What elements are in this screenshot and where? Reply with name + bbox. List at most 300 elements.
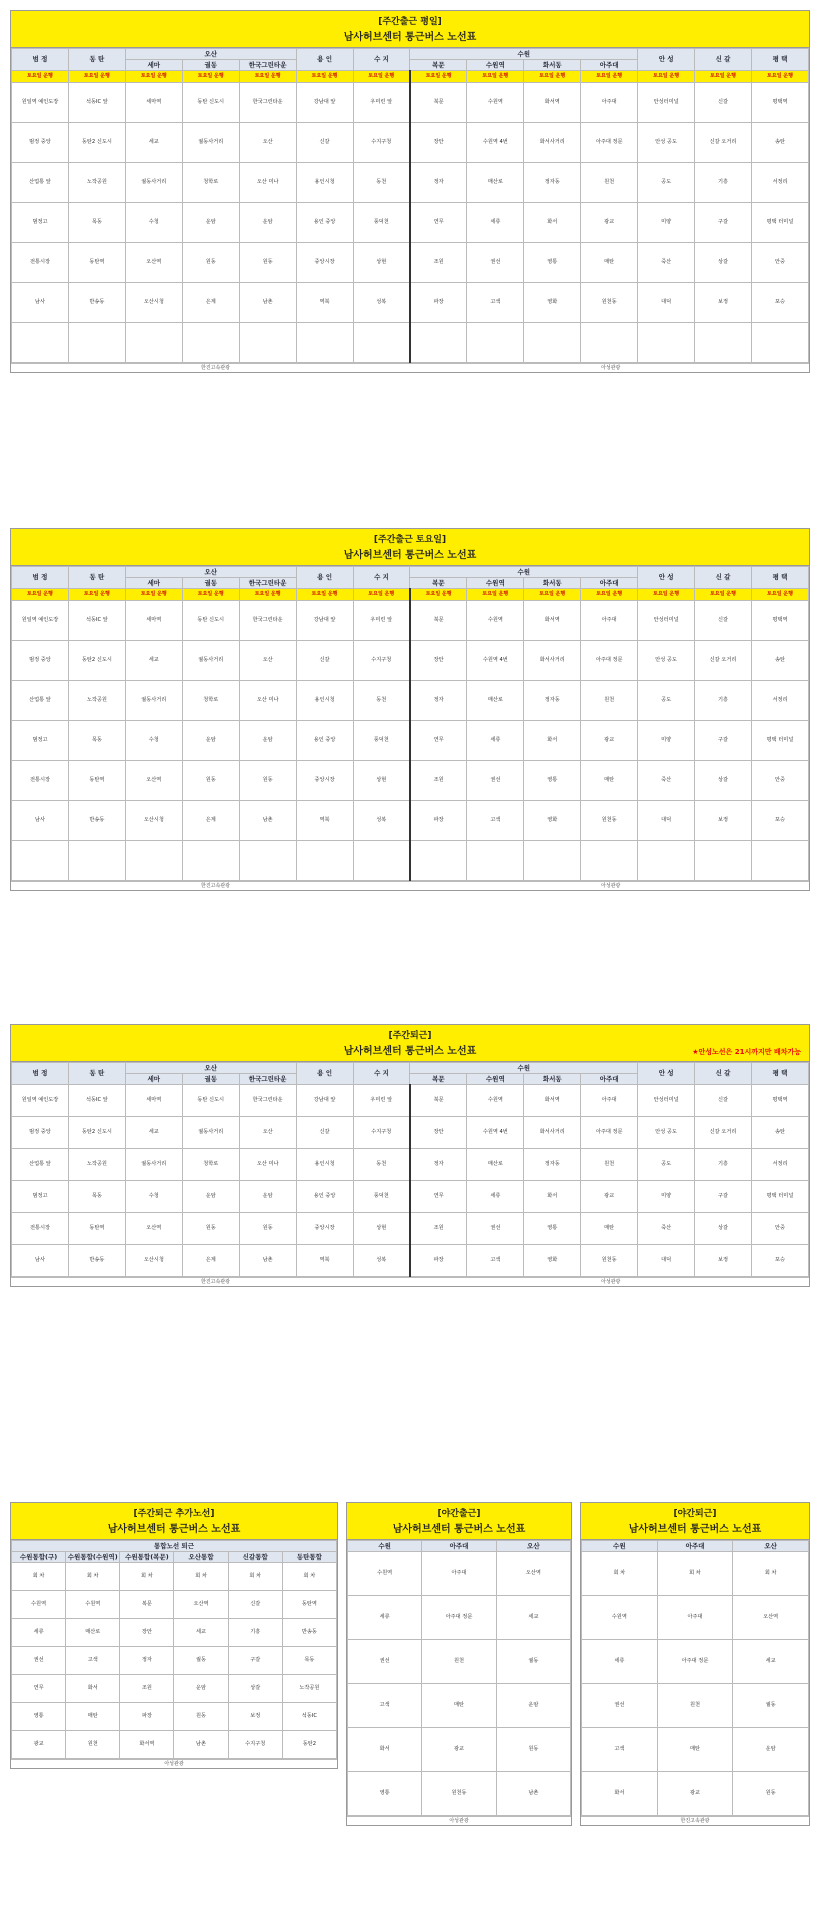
stop-cell: 화서사거리: [524, 1117, 581, 1149]
stop-cell: 수원역 4번: [467, 641, 524, 681]
stop-cell: 아주대: [581, 83, 638, 123]
stop-cell: 기흥: [695, 681, 752, 721]
column-header: 신갈통합: [228, 1552, 282, 1563]
saturday-run-badge: 토요일 운행: [467, 71, 524, 83]
stop-cell: 신갈 오거리: [695, 123, 752, 163]
stop-cell: 용인 중앙: [296, 1181, 353, 1213]
column-header: 안 성: [638, 567, 695, 589]
table-row: [12, 1181, 809, 1213]
stop-cell: 세마역: [125, 1085, 182, 1117]
stop-cell: 궐동사거리: [125, 1149, 182, 1181]
stop-cell: 수원역 4번: [467, 1117, 524, 1149]
stop-cell: 노작공원: [282, 1675, 336, 1703]
saturday-run-badge: 토요일 운행: [182, 71, 239, 83]
column-header: 복문: [410, 60, 467, 71]
stop-cell: 미양: [638, 721, 695, 761]
stop-cell: 화서: [66, 1675, 120, 1703]
stop-cell: 평택 터미널: [751, 721, 808, 761]
stop-cell: 상갈: [695, 1213, 752, 1245]
column-header: 범 정: [12, 567, 69, 589]
stop-cell: 세교: [125, 1117, 182, 1149]
saturday-run-badge: 토요일 운행: [638, 71, 695, 83]
stop-cell: 석동IC 앞: [68, 1085, 125, 1117]
stop-cell: 안성 공도: [638, 123, 695, 163]
column-header: 아주대: [657, 1541, 733, 1552]
saturday-run-badge: 토요일 운행: [125, 71, 182, 83]
stop-cell: [581, 841, 638, 881]
column-header: 수원통합(복문): [120, 1552, 174, 1563]
stop-cell: 동천: [353, 163, 410, 203]
stop-cell: 구갈: [228, 1647, 282, 1675]
stop-cell: 원동: [239, 761, 296, 801]
stop-cell: 포승: [751, 801, 808, 841]
stop-cell: 청학로: [182, 163, 239, 203]
stop-cell: 권선: [12, 1647, 66, 1675]
table-row: [348, 1596, 571, 1640]
stop-cell: [467, 323, 524, 363]
column-header: 용 인: [296, 567, 353, 589]
stop-cell: 오산: [239, 1117, 296, 1149]
stop-cell: 매탄: [66, 1703, 120, 1731]
column-header: 궐동: [182, 578, 239, 589]
column-header: 세마: [125, 1074, 182, 1085]
stop-cell: 목동: [282, 1647, 336, 1675]
section-title: 남사허브센터 통근버스 노선표: [343, 550, 477, 561]
stop-cell: 동탄 신도시: [182, 1085, 239, 1117]
stop-cell: 한국그린타운: [239, 83, 296, 123]
stop-cell: 남사: [12, 283, 69, 323]
stop-cell: 아주대: [657, 1596, 733, 1640]
stop-cell: 성복: [353, 283, 410, 323]
stop-cell: 영통: [348, 1772, 422, 1816]
stop-cell: 정자: [120, 1647, 174, 1675]
stop-cell: 원일역 예인도장: [12, 83, 69, 123]
column-header: 세마: [125, 578, 182, 589]
section-footer: [11, 363, 809, 372]
stop-cell: 원동: [182, 761, 239, 801]
stop-cell: 용인시청: [296, 681, 353, 721]
stop-cell: 세교: [496, 1596, 570, 1640]
saturday-run-badge: 토요일 운행: [524, 589, 581, 601]
stop-cell: 매산로: [467, 681, 524, 721]
section-footer: [11, 1277, 809, 1286]
stop-cell: 반송동: [68, 283, 125, 323]
schedule-section: [10, 1024, 810, 1287]
saturday-run-badge: 토요일 운행: [68, 71, 125, 83]
stop-cell: 원동: [733, 1772, 809, 1816]
column-header: 오산: [125, 567, 296, 578]
stop-cell: 원천동: [581, 801, 638, 841]
stop-cell: 반송동: [68, 1245, 125, 1277]
stop-cell: 수원역: [467, 1085, 524, 1117]
stop-cell: 남촌: [496, 1772, 570, 1816]
stop-cell: [68, 841, 125, 881]
stop-cell: 용인 중앙: [296, 721, 353, 761]
section-footer: 아성관광: [347, 1816, 571, 1825]
stop-cell: 기흥: [695, 163, 752, 203]
section-tag: [야간퇴근]: [673, 1509, 717, 1519]
column-header: 오산통합: [174, 1552, 228, 1563]
table-row: [12, 1085, 809, 1117]
table-row: [582, 1728, 809, 1772]
table-row: [12, 1245, 809, 1277]
stop-cell: 동탄역: [68, 761, 125, 801]
table-row: [12, 841, 809, 881]
stop-cell: 공도: [638, 1149, 695, 1181]
stop-cell: 세교: [125, 641, 182, 681]
stop-cell: 구갈: [695, 721, 752, 761]
table-row: [12, 641, 809, 681]
stop-cell: 원동: [174, 1703, 228, 1731]
stop-cell: 공도: [638, 163, 695, 203]
stop-cell: 원천동: [422, 1772, 496, 1816]
stop-cell: 오산시청: [125, 283, 182, 323]
stop-cell: 회 차: [66, 1563, 120, 1591]
column-header: 한국그린타운: [239, 578, 296, 589]
stop-cell: 송탄: [751, 123, 808, 163]
stop-cell: 상현: [353, 243, 410, 283]
column-header: 수원: [348, 1541, 422, 1552]
stop-cell: 동탄역: [68, 243, 125, 283]
stop-cell: [467, 841, 524, 881]
saturday-run-badge: 토요일 운행: [581, 71, 638, 83]
stop-cell: 상현: [353, 1213, 410, 1245]
stop-cell: 운암: [239, 1181, 296, 1213]
stop-cell: 우미린 앞: [353, 1085, 410, 1117]
stop-cell: 대덕: [638, 801, 695, 841]
stop-cell: 범정고: [12, 721, 69, 761]
stop-cell: [638, 841, 695, 881]
section-banner: [11, 1503, 337, 1540]
column-header: 아주대: [422, 1541, 496, 1552]
stop-cell: 북문: [410, 83, 467, 123]
column-header: 평 택: [751, 49, 808, 71]
operator-label: 아성관광: [601, 365, 621, 371]
column-header: 수원: [410, 49, 638, 60]
stop-cell: 권선: [582, 1684, 658, 1728]
stop-cell: 석동IC: [282, 1703, 336, 1731]
section-title: 남사허브센터 통근버스 노선표: [107, 1524, 241, 1535]
stop-cell: 구갈: [695, 203, 752, 243]
stop-cell: 상갈: [695, 243, 752, 283]
stop-cell: 전통시장: [12, 1213, 69, 1245]
stop-cell: 은계: [182, 801, 239, 841]
stop-cell: 조원: [410, 761, 467, 801]
schedule-section: [10, 528, 810, 891]
stop-cell: [695, 841, 752, 881]
stop-cell: [353, 323, 410, 363]
stop-cell: 동탄2 신도시: [68, 1117, 125, 1149]
stop-cell: 궐동사거리: [182, 1117, 239, 1149]
stop-cell: 강남대 앞: [296, 83, 353, 123]
saturday-run-badge: 토요일 운행: [695, 71, 752, 83]
stop-cell: 풍덕천: [353, 203, 410, 243]
stop-cell: 원천: [581, 681, 638, 721]
column-header: 아주대: [581, 1074, 638, 1085]
stop-cell: 정자: [410, 681, 467, 721]
section-tag: [주간출근 평일]: [378, 17, 442, 27]
stop-cell: 연무: [410, 721, 467, 761]
stop-cell: 운암: [182, 721, 239, 761]
stop-cell: 신갈: [695, 83, 752, 123]
stop-cell: 수청: [125, 203, 182, 243]
stop-cell: 서정리: [751, 681, 808, 721]
stop-cell: 화서사거리: [524, 641, 581, 681]
stop-cell: 매산로: [66, 1619, 120, 1647]
column-header: 오산: [125, 1063, 296, 1074]
stop-cell: 남촌: [239, 801, 296, 841]
table-row: [582, 1772, 809, 1816]
stop-cell: 영통: [12, 1703, 66, 1731]
stop-cell: [410, 323, 467, 363]
saturday-run-badge: 토요일 운행: [695, 589, 752, 601]
stop-cell: 원천: [66, 1731, 120, 1759]
section-banner: [11, 11, 809, 48]
stop-cell: 광교: [657, 1772, 733, 1816]
stop-cell: 기흥: [228, 1619, 282, 1647]
stop-cell: 아주대 정문: [581, 1117, 638, 1149]
stop-cell: 남사: [12, 1245, 69, 1277]
table-row: [12, 1675, 337, 1703]
stop-cell: 원일역 예인도장: [12, 601, 69, 641]
column-header: 용 인: [296, 1063, 353, 1085]
stop-cell: 보정: [695, 1245, 752, 1277]
schedule-section: [10, 10, 810, 373]
stop-cell: 산업통 앞: [12, 1149, 69, 1181]
stop-cell: 광교: [581, 721, 638, 761]
column-header: 복문: [410, 1074, 467, 1085]
stop-cell: 신갈: [296, 641, 353, 681]
stop-cell: 정자동: [524, 681, 581, 721]
column-header: 동 탄: [68, 1063, 125, 1085]
stop-cell: 수원역: [12, 1591, 66, 1619]
stop-cell: 목동: [68, 721, 125, 761]
stop-cell: 화서역: [120, 1731, 174, 1759]
stop-cell: 장안: [120, 1619, 174, 1647]
route-table: [11, 1540, 337, 1759]
stop-cell: 수지구청: [228, 1731, 282, 1759]
stop-cell: 운암: [239, 721, 296, 761]
stop-cell: 영통: [524, 761, 581, 801]
stop-cell: 세류: [12, 1619, 66, 1647]
stop-cell: 궐동사거리: [182, 123, 239, 163]
section-banner: [11, 1025, 809, 1062]
stop-cell: 한국그린타운: [239, 601, 296, 641]
column-header: 평 택: [751, 1063, 808, 1085]
stop-cell: 상갈: [695, 761, 752, 801]
table-row: [582, 1596, 809, 1640]
stop-cell: 신갈: [695, 601, 752, 641]
stop-cell: 수원역: [467, 601, 524, 641]
column-header: 화서동: [524, 578, 581, 589]
saturday-run-badge: 토요일 운행: [638, 589, 695, 601]
stop-cell: 구갈: [695, 1181, 752, 1213]
stop-cell: 영화: [524, 283, 581, 323]
stop-cell: 권선: [467, 243, 524, 283]
table-row: [582, 1552, 809, 1596]
stop-cell: 대덕: [638, 1245, 695, 1277]
stop-cell: 매탄: [581, 243, 638, 283]
stop-cell: 고색: [467, 801, 524, 841]
stop-cell: 석동IC 앞: [68, 83, 125, 123]
stop-cell: [182, 841, 239, 881]
section-title: 남사허브센터 통근버스 노선표: [628, 1524, 762, 1535]
table-row: [12, 203, 809, 243]
stop-cell: 산업통 앞: [12, 681, 69, 721]
stop-cell: 보정: [695, 801, 752, 841]
table-row: [12, 681, 809, 721]
column-header: 평 택: [751, 567, 808, 589]
section-banner: [11, 529, 809, 566]
stop-cell: 원천: [581, 163, 638, 203]
route-table: [581, 1540, 809, 1816]
stop-cell: 원천동: [581, 283, 638, 323]
stop-cell: 원동: [239, 1213, 296, 1245]
table-row: [12, 1149, 809, 1181]
column-header: 용 인: [296, 49, 353, 71]
stop-cell: 서정리: [751, 163, 808, 203]
stop-cell: 아주대 정문: [657, 1640, 733, 1684]
stop-cell: 회 차: [733, 1552, 809, 1596]
operator-label: 아성관광: [601, 883, 621, 889]
stop-cell: [524, 323, 581, 363]
stop-cell: 한국그린타운: [239, 1085, 296, 1117]
stop-cell: 서정리: [751, 1149, 808, 1181]
stop-cell: 연무: [12, 1675, 66, 1703]
stop-cell: 동탄2: [282, 1731, 336, 1759]
section-footer: [11, 881, 809, 890]
stop-cell: 장안: [410, 123, 467, 163]
column-header: 신 갈: [695, 1063, 752, 1085]
section-title: 남사허브센터 통근버스 노선표: [343, 1046, 477, 1057]
stop-cell: 오산 미나: [239, 163, 296, 203]
saturday-run-badge: 토요일 운행: [467, 589, 524, 601]
stop-cell: [751, 841, 808, 881]
stop-cell: 수원역: [66, 1591, 120, 1619]
stop-cell: 북문: [410, 1085, 467, 1117]
stop-cell: 공도: [638, 681, 695, 721]
table-row: [348, 1728, 571, 1772]
column-header: 오산: [125, 49, 296, 60]
section-title: 남사허브센터 통근버스 노선표: [343, 32, 477, 43]
table-row: [582, 1640, 809, 1684]
stop-cell: 오산: [239, 641, 296, 681]
stop-cell: 파장: [410, 1245, 467, 1277]
saturday-run-badge: 토요일 운행: [353, 589, 410, 601]
stop-cell: [410, 841, 467, 881]
stop-cell: 화서: [524, 721, 581, 761]
stop-cell: 수원역: [582, 1596, 658, 1640]
saturday-run-badge: 토요일 운행: [12, 71, 69, 83]
stop-cell: 정자: [410, 163, 467, 203]
stop-cell: 범정고: [12, 1181, 69, 1213]
operator-label: 아성관광: [601, 1279, 621, 1285]
stop-cell: 역북: [296, 801, 353, 841]
stop-cell: 목동: [68, 203, 125, 243]
stop-cell: 세마역: [125, 83, 182, 123]
stop-cell: 안성 공도: [638, 1117, 695, 1149]
column-header: 신 갈: [695, 49, 752, 71]
saturday-run-badge: 토요일 운행: [182, 589, 239, 601]
stop-cell: 파장: [120, 1703, 174, 1731]
stop-cell: 원천: [422, 1640, 496, 1684]
table-row: [348, 1772, 571, 1816]
stop-cell: 성복: [353, 801, 410, 841]
table-row: [348, 1684, 571, 1728]
stop-cell: [182, 323, 239, 363]
stop-cell: 성복: [353, 1245, 410, 1277]
stop-cell: 안성터미널: [638, 83, 695, 123]
stop-cell: 매탄: [422, 1684, 496, 1728]
stop-cell: 남촌: [239, 283, 296, 323]
column-header: 수 지: [353, 1063, 410, 1085]
extra-route-section: [10, 1502, 338, 1769]
stop-cell: 조원: [410, 243, 467, 283]
stop-cell: 광교: [12, 1731, 66, 1759]
stop-cell: 파장: [410, 283, 467, 323]
subheader: 통합노선 퇴근: [12, 1541, 337, 1552]
stop-cell: 세교: [125, 123, 182, 163]
stop-cell: 전통시장: [12, 243, 69, 283]
stop-cell: 세마역: [125, 601, 182, 641]
stop-cell: 동천: [353, 1149, 410, 1181]
stop-cell: 중앙시장: [296, 1213, 353, 1245]
stop-cell: 범정 중앙: [12, 641, 69, 681]
stop-cell: 수원역 4번: [467, 123, 524, 163]
stop-cell: 권선: [348, 1640, 422, 1684]
section-banner: [581, 1503, 809, 1540]
route-table: [11, 1062, 809, 1277]
stop-cell: 안중: [751, 243, 808, 283]
stop-cell: 송탄: [751, 641, 808, 681]
stop-cell: 동천: [353, 681, 410, 721]
stop-cell: 권선: [467, 761, 524, 801]
stop-cell: 고색: [348, 1684, 422, 1728]
stop-cell: 범정 중앙: [12, 123, 69, 163]
stop-cell: 반송동: [282, 1619, 336, 1647]
stop-cell: [751, 323, 808, 363]
stop-cell: 궐동: [174, 1647, 228, 1675]
saturday-run-badge: 토요일 운행: [125, 589, 182, 601]
stop-cell: 평택역: [751, 83, 808, 123]
stop-cell: 죽산: [638, 243, 695, 283]
saturday-run-badge: 토요일 운행: [68, 589, 125, 601]
route-table: [11, 48, 809, 363]
stop-cell: 상현: [353, 761, 410, 801]
column-header: 수 지: [353, 567, 410, 589]
stop-cell: 안성터미널: [638, 1085, 695, 1117]
stop-cell: 화서: [582, 1772, 658, 1816]
column-header: 한국그린타운: [239, 1074, 296, 1085]
stop-cell: 원천동: [581, 1245, 638, 1277]
table-row: [582, 1684, 809, 1728]
stop-cell: 아주대 정문: [422, 1596, 496, 1640]
table-row: [12, 1117, 809, 1149]
stop-cell: [353, 841, 410, 881]
stop-cell: 오산 미나: [239, 681, 296, 721]
stop-cell: 운암: [182, 1181, 239, 1213]
stop-cell: 수청: [125, 1181, 182, 1213]
stop-cell: 용인 중앙: [296, 203, 353, 243]
stop-cell: 고색: [467, 283, 524, 323]
stop-cell: 원동: [182, 243, 239, 283]
stop-cell: 죽산: [638, 761, 695, 801]
saturday-run-badge: 토요일 운행: [410, 71, 467, 83]
stop-cell: 동탄역: [68, 1213, 125, 1245]
stop-cell: 보정: [695, 283, 752, 323]
stop-cell: 평택 터미널: [751, 203, 808, 243]
stop-cell: 석동IC 앞: [68, 601, 125, 641]
